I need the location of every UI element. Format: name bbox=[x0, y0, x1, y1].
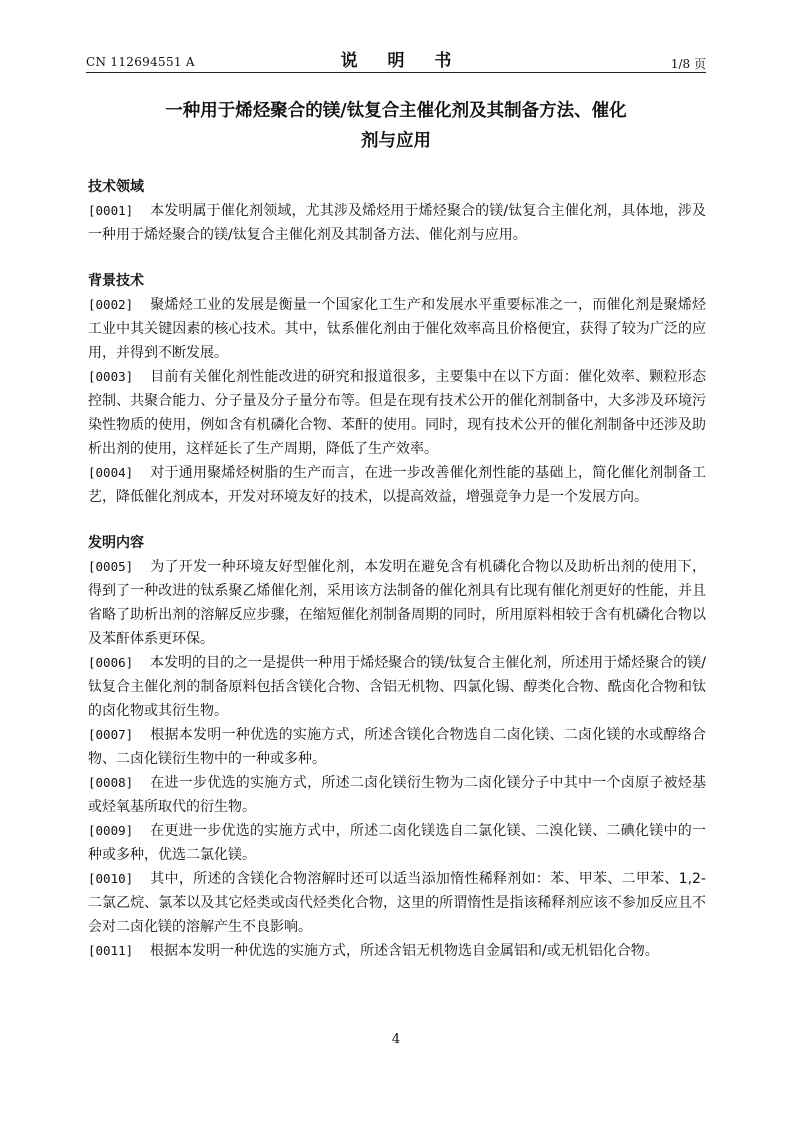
paragraph-number: [0004] bbox=[88, 465, 134, 480]
paragraph-text: 根据本发明一种优选的实施方式，所述含铝无机物选自金属铝和/或无机铝化合物。 bbox=[150, 943, 659, 959]
header-divider bbox=[86, 72, 706, 73]
paragraph-number: [0007] bbox=[88, 727, 134, 742]
paragraph-0009 bbox=[88, 819, 706, 867]
section-gap bbox=[88, 509, 706, 531]
title-line-2: 剂与应用 bbox=[361, 131, 431, 151]
paragraph-number: [0003] bbox=[88, 369, 134, 384]
section-heading-background: 背景技术 bbox=[88, 273, 144, 289]
paragraph-number: [0005] bbox=[88, 559, 134, 574]
paragraph-text: 目前有关催化剂性能改进的研究和报道很多，主要集中在以下方面：催化效率、颗粒形态控制、共聚合能力、分子量及分子量分布等。但是在现有技术公开的催化剂制备中，大多涉及环境污染性物质的使用，例如含有机磷化合物、苯酐的使用。同时，现有技术公开的催化剂制备中还涉及助析出剂的使用，这样延长了生产周期，降低了生产效率。 bbox=[88, 369, 706, 457]
paragraph-0007 bbox=[88, 723, 706, 771]
doc-number: CN 112694551 A bbox=[86, 55, 195, 69]
paragraph-0004 bbox=[88, 461, 706, 509]
doc-type-heading: 说 明 书 bbox=[340, 51, 464, 71]
paragraph-text: 其中，所述的含镁化合物溶解时还可以适当添加惰性稀释剂如：苯、甲苯、二甲苯、1,2-二氯乙烷、氯苯以及其它烃类或卤代烃类化合物，这里的所谓惰性是指该稀释剂应该不参加反应且不会对二卤化镁的溶解产生不良影响。 bbox=[88, 871, 706, 935]
section-gap bbox=[88, 247, 706, 269]
paragraph-0011 bbox=[88, 939, 706, 963]
paragraph-0003 bbox=[88, 365, 706, 461]
title-line-1: 一种用于烯烃聚合的镁/钛复合主催化剂及其制备方法、催化 bbox=[165, 101, 627, 121]
paragraph-0006 bbox=[88, 651, 706, 723]
paragraph-number: [0010] bbox=[88, 871, 134, 886]
paragraph-number: [0009] bbox=[88, 823, 134, 838]
paragraph-0008 bbox=[88, 771, 706, 819]
paragraph-0005 bbox=[88, 555, 706, 651]
paragraph-text: 本发明的目的之一是提供一种用于烯烃聚合的镁/钛复合主催化剂，所述用于烯烃聚合的镁/钛复合主催化剂的制备原料包括含镁化合物、含铝无机物、四氯化锡、醇类化合物、酰卤化合物和钛的卤化物或其衍生物。 bbox=[88, 655, 706, 719]
paragraph-0001 bbox=[88, 199, 706, 247]
paragraph-number: [0011] bbox=[88, 943, 134, 958]
paragraph-number: [0002] bbox=[88, 297, 134, 312]
page-indicator: 1/8 页 bbox=[670, 57, 706, 71]
paragraph-text: 为了开发一种环境友好型催化剂，本发明在避免含有机磷化合物以及助析出剂的使用下，得到了一种改进的钛系聚乙烯催化剂，采用该方法制备的催化剂具有比现有催化剂更好的性能，并且省略了助析出剂的溶解反应步骤，在缩短催化剂制备周期的同时，所用原料相较于含有机磷化合物以及苯酐体系更环保。 bbox=[88, 559, 706, 647]
document-body bbox=[88, 175, 706, 963]
paragraph-number: [0008] bbox=[88, 775, 134, 790]
paragraph-text: 对于通用聚烯烃树脂的生产而言，在进一步改善催化剂性能的基础上，简化催化剂制备工艺，降低催化剂成本，开发对环境友好的技术，以提高效益，增强竞争力是一个发展方向。 bbox=[88, 465, 706, 505]
paragraph-text: 根据本发明一种优选的实施方式，所述含镁化合物选自二卤化镁、二卤化镁的水或醇络合物、二卤化镁衍生物中的一种或多种。 bbox=[88, 727, 706, 767]
paragraph-number: [0001] bbox=[88, 203, 134, 218]
paragraph-text: 聚烯烃工业的发展是衡量一个国家化工生产和发展水平重要标准之一，而催化剂是聚烯烃工业中其关键因素的核心技术。其中，钛系催化剂由于催化效率高且价格便宜，获得了较为广泛的应用，并得到不断发展。 bbox=[88, 297, 706, 361]
section-heading-invention: 发明内容 bbox=[88, 535, 144, 551]
page-number: 4 bbox=[391, 1032, 401, 1047]
paragraph-number: [0006] bbox=[88, 655, 134, 670]
paragraph-text: 本发明属于催化剂领域，尤其涉及烯烃用于烯烃聚合的镁/钛复合主催化剂，具体地，涉及一种用于烯烃聚合的镁/钛复合主催化剂及其制备方法、催化剂与应用。 bbox=[88, 203, 706, 243]
paragraph-0002 bbox=[88, 293, 706, 365]
paragraph-0010 bbox=[88, 867, 706, 939]
section-heading-tech-field: 技术领域 bbox=[88, 179, 144, 195]
paragraph-text: 在更进一步优选的实施方式中，所述二卤化镁选自二氯化镁、二溴化镁、二碘化镁中的一种或多种，优选二氯化镁。 bbox=[88, 823, 706, 863]
paragraph-text: 在进一步优选的实施方式，所述二卤化镁衍生物为二卤化镁分子中其中一个卤原子被烃基或烃氧基所取代的衍生物。 bbox=[88, 775, 706, 815]
document-title bbox=[110, 96, 682, 156]
